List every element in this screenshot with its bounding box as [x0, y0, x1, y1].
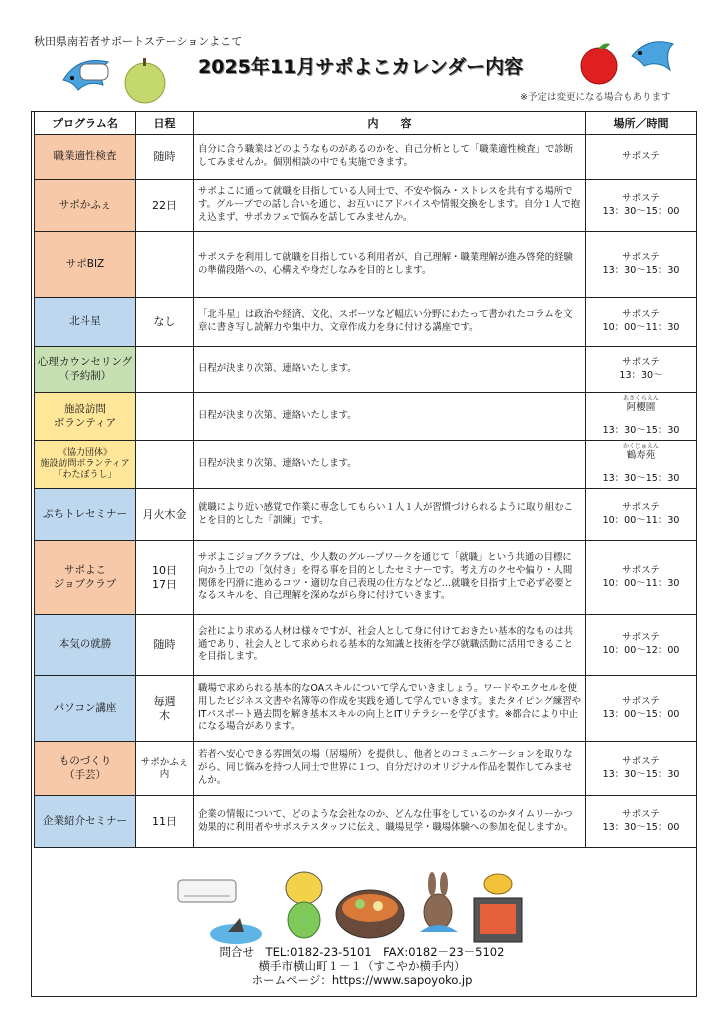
program-name [35, 347, 136, 393]
shark-fin-icon [206, 912, 266, 946]
place-name: サポステ [622, 564, 660, 576]
place-name: 阿櫻園 [626, 401, 656, 413]
program-name: 本気の就勝 [35, 615, 136, 676]
program-name: 企業紹介セミナー [35, 796, 136, 848]
column-header-program: プログラム名 [35, 112, 136, 135]
place-time: 13：00～15：00 [602, 708, 680, 720]
program-content: 職場で求められる基本的なOAスキルについて学んでいきましょう。ワードやエクセルを使用したビジネス文書や名簿等の作成を実践を通して学んでいきます。またタイピング練習やITパスポート過去問を解き基本スキルの向上とITリテラシーを学びます。※都合により中止になる場合があります。 [194, 676, 586, 742]
program-date [136, 676, 194, 742]
program-content: サポステを利用して就職を目指している利用者が、自己理解・職業理解が進み啓発的経験の準備段階への、心構えや身だしなみを目的とします。 [194, 232, 586, 298]
program-content: 企業の情報について、どのような会社なのか、どんな仕事をしているのかタイムリーかつ効果的に利用者やサポステスタッフに伝え、職場見学・職場体験への参加を促しますか。 [194, 796, 586, 848]
air-conditioner-icon [176, 876, 238, 908]
program-date [136, 393, 194, 441]
place-time: 13：30～15：00 [602, 205, 680, 217]
program-content: 日程が決まり次第、連絡いたします。 [194, 347, 586, 393]
program-date [136, 347, 194, 393]
table-row [35, 676, 697, 742]
date-line: 10日 [152, 564, 177, 578]
column-header-content: 内 容 [194, 112, 586, 135]
pear-icon [120, 55, 170, 105]
program-name-line: 「わたぼうし」 [53, 470, 117, 481]
program-date: 11日 [136, 796, 194, 848]
program-content: 就職により近い感覚で作業に専念してもらい１人１人が習慣づけられるように取り組むことを目的とした「訓練」です。 [194, 489, 586, 541]
table-row [35, 232, 697, 298]
column-header-date: 日程 [136, 112, 194, 135]
table-row [35, 742, 697, 796]
address: 横手市横山町１－１（すこやか横手内） [258, 959, 466, 973]
program-content: 「北斗星」は政治や経済、文化、スポーツなど幅広い分野にわたって書かれたコラムを文章に書き写し読解力や集中力、文章作成力を身に付ける講座です。 [194, 298, 586, 347]
program-name-line: 施設訪問ボランティア [40, 458, 130, 469]
program-name [35, 393, 136, 441]
program-place [586, 676, 697, 742]
program-place [586, 796, 697, 848]
kettle-heater-icon [468, 868, 528, 946]
program-name: 北斗星 [35, 298, 136, 347]
program-content: 日程が決まり次第、連絡いたします。 [194, 393, 586, 441]
program-date [136, 441, 194, 489]
rabbit-icon [414, 870, 462, 940]
program-place [586, 742, 697, 796]
date-line: 17日 [152, 577, 177, 591]
program-content: 若者へ安心できる雰囲気の場（居場所）を提供し、他者とのコミュニケーションを取りながら、同じ悩みを持つ人同士で世界に１つ、自分だけのオリジナル作品を製作してみませんか。 [194, 742, 586, 796]
place-name: サポステ [622, 192, 660, 204]
table-row [35, 347, 697, 393]
place-time: 13：30～15：30 [602, 472, 680, 484]
date-line: 毎週 [153, 695, 176, 709]
table-row [35, 393, 697, 441]
program-date: 随時 [136, 615, 194, 676]
program-place [586, 135, 697, 180]
program-date [136, 541, 194, 615]
table-row [35, 796, 697, 848]
table-row [35, 180, 697, 232]
program-name: サポBIZ [35, 232, 136, 298]
nabe-pot-icon [332, 880, 408, 944]
program-name [35, 541, 136, 615]
place-name: サポステ [622, 632, 660, 644]
place-ruby: かくじゅえん [622, 442, 659, 450]
table-row [35, 489, 697, 541]
program-name: 職業適性検査 [35, 135, 136, 180]
date-line: 内 [159, 768, 170, 780]
place-time: 13：30～ [619, 369, 663, 381]
program-name: パソコン講座 [35, 676, 136, 742]
program-name-line: 《協力団体》 [57, 447, 112, 458]
program-content: サポよこに通って就職を目指している人同士で、不安や悩み・ストレスを共有する場所です。グループでの話し合いを通じ、お互いにアドバイスや情報交換をします。自分１人で抱え込まず、サポカフェで悩みを話してみませんか。 [194, 180, 586, 232]
program-date: なし [136, 298, 194, 347]
program-content: 会社により求める人材は様々ですが、社会人として身に付けておきたい基本的なものは共通であり、社会人として求められる基本的な知識と技術を学び就職活動に活用できることを目指します。 [194, 615, 586, 676]
place-name: サポステ [622, 150, 660, 162]
page-title: 2025年11月サポよこカレンダー内容 [198, 56, 524, 78]
program-date: 随時 [136, 135, 194, 180]
program-place [586, 347, 697, 393]
program-name: サポかふぇ [35, 180, 136, 232]
program-name-line: ボランティア [53, 416, 117, 429]
place-name: サポステ [622, 251, 660, 263]
schedule-note: ※予定は変更になる場合もあります [520, 92, 671, 103]
program-place [586, 232, 697, 298]
program-content: 日程が決まり次第、連絡いたします。 [194, 441, 586, 489]
program-table [34, 111, 697, 848]
dolphin-icon [628, 36, 680, 86]
program-place [586, 441, 697, 489]
place-name: 鶴寿苑 [626, 449, 656, 461]
place-name: サポステ [622, 755, 660, 767]
place-name: サポステ [622, 695, 660, 707]
place-time: 10：00～11：30 [602, 577, 680, 589]
program-name-line: 施設訪問 [64, 403, 106, 416]
program-name [35, 742, 136, 796]
program-content: 自分に合う職業はどのようなものがあるのかを、自己分析として「職業適性検査」で診断してみませんか。個別相談の中でも実施できます。 [194, 135, 586, 180]
place-time: 10：00～11：30 [602, 514, 680, 526]
place-time: 10：00～11：30 [602, 322, 680, 333]
program-name-line: ものづくり [58, 755, 112, 768]
contact-info: 問合せ TEL:0182-23-5101 FAX:0182－23－5102 [219, 945, 505, 959]
column-header-place: 場所／時間 [586, 112, 697, 135]
place-time: 13：30～15：00 [602, 821, 680, 833]
program-place [586, 489, 697, 541]
place-ruby: あさくらえん [622, 394, 659, 402]
program-date: 月火木金 [136, 489, 194, 541]
place-name: サポステ [622, 808, 660, 820]
place-time: 10：00～12：00 [602, 645, 680, 656]
table-row [35, 615, 697, 676]
apple-icon [576, 40, 622, 86]
place-time: 13：30～15：30 [602, 264, 680, 276]
program-name-line: 心理カウンセリング [37, 356, 133, 369]
program-content: サポよこジョブクラブは、少人数のグループワークを通じて「就職」という共通の目標に向かう上での「気付き」を得る事を目的としたセミナーです。考え方のクセや偏り・人間関係を円滑に進めるコツ・適切な自己表現の仕方などなど…就職を目指す上で必ず必要となるスキルを、自己理解を深めながら身に付けていきます。 [194, 541, 586, 615]
program-name-line: （手芸） [64, 768, 106, 781]
program-date [136, 742, 194, 796]
place-name: サポステ [622, 501, 660, 513]
table-header-row [35, 112, 697, 135]
place-name: サポステ [622, 309, 660, 321]
program-place [586, 298, 697, 347]
program-name-line: （予約制） [58, 369, 112, 382]
program-name-line: ジョブクラブ [53, 577, 117, 590]
table-row [35, 298, 697, 347]
dolphin-icon [58, 50, 118, 100]
place-time: 13：30～15：30 [602, 768, 680, 780]
table-row [35, 135, 697, 180]
place-time: 13：30～15：30 [602, 424, 680, 436]
place-name: サポステ [622, 356, 660, 368]
organization-name: 秋田県南若者サポートステーションよこて [34, 35, 243, 48]
program-place [586, 541, 697, 615]
program-name: ぷちトレセミナー [35, 489, 136, 541]
table-row [35, 441, 697, 489]
program-place [586, 180, 697, 232]
homepage-link[interactable]: ホームページ：https://www.sapoyoko.jp [251, 973, 473, 987]
program-name-line: サポよこ [64, 564, 106, 577]
program-place [586, 393, 697, 441]
kappa-icon [278, 864, 330, 944]
date-line: サポかふぇ [140, 757, 189, 769]
program-place [586, 615, 697, 676]
program-date [136, 232, 194, 298]
program-date: 22日 [136, 180, 194, 232]
table-row [35, 541, 697, 615]
date-line: 木 [159, 708, 170, 722]
program-name [35, 441, 136, 489]
